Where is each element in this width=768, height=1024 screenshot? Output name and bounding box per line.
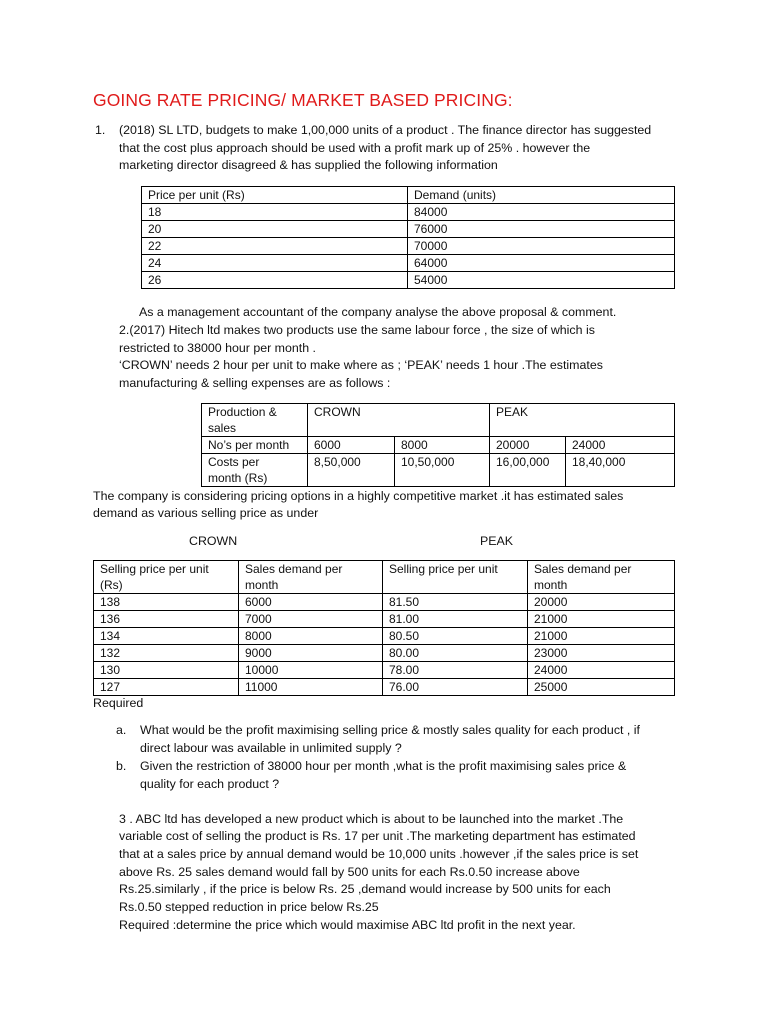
cell: 24 bbox=[142, 255, 408, 272]
cell: 24000 bbox=[528, 662, 675, 679]
table-row bbox=[94, 679, 675, 696]
cell: 24000 bbox=[566, 437, 675, 454]
cell: 70000 bbox=[408, 238, 675, 255]
cell: 81.50 bbox=[383, 594, 528, 611]
table-row bbox=[94, 645, 675, 662]
cell: 127 bbox=[94, 679, 239, 696]
header-text: Sales demand per bbox=[245, 562, 343, 576]
table-row bbox=[94, 611, 675, 628]
header-selling-price bbox=[94, 561, 239, 594]
q1-after: As a management accountant of the company analyse the above proposal & comment. bbox=[139, 305, 617, 319]
cell: 80.00 bbox=[383, 645, 528, 662]
cost-header-a: Production & bbox=[208, 405, 277, 419]
peak-header: PEAK bbox=[490, 404, 675, 437]
header-text: month bbox=[534, 578, 568, 592]
cell: 22 bbox=[142, 238, 408, 255]
cost-header-label bbox=[202, 404, 308, 437]
cell: 134 bbox=[94, 628, 239, 645]
costs-label-a: Costs per bbox=[208, 455, 260, 469]
cell: 8000 bbox=[395, 437, 490, 454]
cell: 9000 bbox=[239, 645, 383, 662]
q1-line-2: that the cost plus approach should be used with a profit mark up of 25% . however the bbox=[119, 141, 591, 155]
cell: 20000 bbox=[528, 594, 675, 611]
cell: 130 bbox=[94, 662, 239, 679]
cell: 10,50,000 bbox=[395, 454, 490, 487]
cost-table bbox=[201, 403, 675, 487]
cell: 21000 bbox=[528, 611, 675, 628]
cell: 76.00 bbox=[383, 679, 528, 696]
q3-line-4: above Rs. 25 sales demand would fall by 500 units for each Rs.0.50 increase above bbox=[119, 865, 580, 879]
peak-label: PEAK bbox=[480, 534, 514, 548]
q3-line-2: variable cost of selling the product is Rs. 17 per unit .The marketing department has estimated bbox=[119, 829, 636, 843]
cell: 11000 bbox=[239, 679, 383, 696]
q3-line-1: 3 . ABC ltd has developed a new product which is about to be launched into the market .The bbox=[119, 812, 624, 826]
cell: 10000 bbox=[239, 662, 383, 679]
cell: 136 bbox=[94, 611, 239, 628]
table-row bbox=[142, 238, 675, 255]
header-text: Sales demand per bbox=[534, 562, 632, 576]
table-header-row bbox=[142, 187, 675, 204]
q2-line-4: manufacturing & selling expenses are as follows : bbox=[119, 376, 391, 390]
header-selling-price-peak bbox=[383, 561, 528, 594]
cell: 7000 bbox=[239, 611, 383, 628]
q2-line-3: ‘CROWN’ needs 2 hour per unit to make where as ; ‘PEAK’ needs 1 hour .The estimates bbox=[119, 358, 603, 372]
header-sales-demand-peak bbox=[528, 561, 675, 594]
cell: 80.50 bbox=[383, 628, 528, 645]
part-b-mark: b. bbox=[116, 759, 127, 773]
cell: 132 bbox=[94, 645, 239, 662]
table-row bbox=[94, 594, 675, 611]
crown-header: CROWN bbox=[308, 404, 490, 437]
header-demand: Demand (units) bbox=[408, 187, 675, 204]
cost-header-b: sales bbox=[208, 421, 237, 435]
page-title: GOING RATE PRICING/ MARKET BASED PRICING: bbox=[93, 90, 513, 110]
table-row bbox=[142, 204, 675, 221]
q1-line-3: marketing director disagreed & has supplied the following information bbox=[119, 158, 498, 172]
cell: 76000 bbox=[408, 221, 675, 238]
cell: 8,50,000 bbox=[308, 454, 395, 487]
table-row bbox=[94, 628, 675, 645]
cell: 20 bbox=[142, 221, 408, 238]
q3-line-7: Required :determine the price which would maximise ABC ltd profit in the next year. bbox=[119, 918, 576, 932]
cell: 138 bbox=[94, 594, 239, 611]
table-row bbox=[202, 454, 675, 487]
costs-label-b: month (Rs) bbox=[208, 471, 268, 485]
cell: 25000 bbox=[528, 679, 675, 696]
cell: 84000 bbox=[408, 204, 675, 221]
part-a-mark: a. bbox=[116, 723, 127, 737]
cell: 78.00 bbox=[383, 662, 528, 679]
part-a-line-1: What would be the profit maximising selling price & mostly sales quality for each product , if bbox=[140, 723, 640, 737]
part-b-line-2: quality for each product ? bbox=[140, 777, 280, 791]
q2-middle-1: The company is considering pricing options in a highly competitive market .it has estimated sales bbox=[93, 489, 624, 503]
header-text: Selling price per unit bbox=[389, 562, 498, 576]
table-row bbox=[142, 221, 675, 238]
cell: 16,00,000 bbox=[490, 454, 566, 487]
q3-line-3: that at a sales price by annual demand would be 10,000 units .however ,if the sales price is set bbox=[119, 847, 639, 861]
header-text: (Rs) bbox=[100, 578, 123, 592]
part-b-line-1: Given the restriction of 38000 hour per month ,what is the profit maximising sales price & bbox=[140, 759, 627, 773]
q1-line-1: (2018) SL LTD, budgets to make 1,00,000 units of a product . The finance director has suggested bbox=[119, 123, 652, 137]
header-price: Price per unit (Rs) bbox=[142, 187, 408, 204]
part-a-line-2: direct labour was available in unlimited supply ? bbox=[140, 741, 402, 755]
q2-middle-2: demand as various selling price as under bbox=[93, 506, 319, 520]
required-label: Required bbox=[93, 696, 144, 710]
table-row bbox=[142, 255, 675, 272]
q3-line-6: Rs.0.50 stepped reduction in price below Rs.25 bbox=[119, 900, 379, 914]
costs-label bbox=[202, 454, 308, 487]
cell: 64000 bbox=[408, 255, 675, 272]
cell: 8000 bbox=[239, 628, 383, 645]
table-row bbox=[142, 272, 675, 289]
cell: 26 bbox=[142, 272, 408, 289]
table-header-row bbox=[94, 561, 675, 594]
price-demand-table bbox=[141, 186, 675, 289]
header-sales-demand bbox=[239, 561, 383, 594]
cell: 54000 bbox=[408, 272, 675, 289]
q3-line-5: Rs.25.similarly , if the price is below Rs. 25 ,demand would increase by 500 units for each bbox=[119, 882, 611, 896]
sales-demand-table bbox=[93, 560, 675, 696]
cell: 18 bbox=[142, 204, 408, 221]
table-row bbox=[202, 437, 675, 454]
cell: 6000 bbox=[308, 437, 395, 454]
table-row bbox=[202, 404, 675, 437]
crown-label: CROWN bbox=[189, 534, 238, 548]
q2-line-1: 2.(2017) Hitech ltd makes two products use the same labour force , the size of which is bbox=[119, 323, 595, 337]
cell: 81.00 bbox=[383, 611, 528, 628]
nos-label: No’s per month bbox=[202, 437, 308, 454]
q1-number: 1. bbox=[95, 123, 106, 137]
header-text: month bbox=[245, 578, 279, 592]
cell: 20000 bbox=[490, 437, 566, 454]
table-row bbox=[94, 662, 675, 679]
header-text: Selling price per unit bbox=[100, 562, 209, 576]
cell: 21000 bbox=[528, 628, 675, 645]
cell: 18,40,000 bbox=[566, 454, 675, 487]
cell: 23000 bbox=[528, 645, 675, 662]
cell: 6000 bbox=[239, 594, 383, 611]
q2-line-2: restricted to 38000 hour per month . bbox=[119, 341, 316, 355]
